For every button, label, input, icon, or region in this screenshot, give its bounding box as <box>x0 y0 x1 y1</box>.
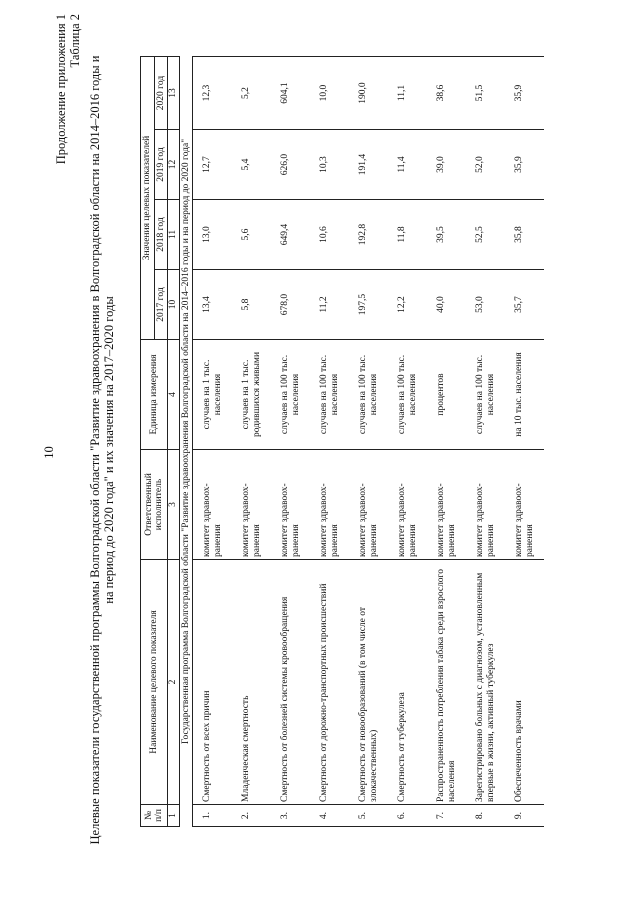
value-2020: 35,9 <box>505 57 544 130</box>
executor-cell: комитет здравоох-ранения <box>505 450 544 560</box>
value-2020: 190,0 <box>349 57 388 130</box>
value-2017: 197,5 <box>349 270 388 340</box>
value-2018: 13,0 <box>193 200 233 270</box>
value-2019: 12,7 <box>193 130 233 200</box>
unit-cell: на 10 тыс. населения <box>505 340 544 450</box>
value-2017: 12,2 <box>388 270 427 340</box>
row-number: 3. <box>271 805 310 827</box>
column-index: 3 <box>168 450 180 560</box>
indicator-name: Смертность от болезней системы кровообращения <box>271 560 310 805</box>
value-2017: 40,0 <box>427 270 466 340</box>
continuation-note: Продолжение приложения 1 <box>54 14 68 165</box>
indicator-name: Распространенность потребления табака среди взрослого населения <box>427 560 466 805</box>
column-index: 11 <box>168 200 180 270</box>
value-2018: 649,4 <box>271 200 310 270</box>
table-row <box>466 57 505 827</box>
row-number: 7. <box>427 805 466 827</box>
table-row <box>271 57 310 827</box>
value-2019: 39,0 <box>427 130 466 200</box>
unit-cell: процентов <box>427 340 466 450</box>
executor-cell: комитет здравоох-ранения <box>232 450 271 560</box>
executor-cell: комитет здравоох-ранения <box>427 450 466 560</box>
row-number: 8. <box>466 805 505 827</box>
indicator-name: Обеспеченность врачами <box>505 560 544 805</box>
value-2018: 10,6 <box>310 200 349 270</box>
year-header: 2018 год <box>154 200 168 270</box>
value-2019: 626,0 <box>271 130 310 200</box>
unit-cell: случаев на 1 тыс. населения <box>193 340 233 450</box>
indicator-name: Смертность от туберкулеза <box>388 560 427 805</box>
column-index: 13 <box>168 57 180 130</box>
page-number: 10 <box>42 446 56 459</box>
col-executor-header: Ответственный исполнитель <box>141 450 168 560</box>
value-2019: 52,0 <box>466 130 505 200</box>
col-name-header: Наименование целевого показателя <box>141 560 168 805</box>
value-2019: 191,4 <box>349 130 388 200</box>
value-2020: 51,5 <box>466 57 505 130</box>
row-number: 1. <box>193 805 233 827</box>
indicator-name: Младенческая смертность <box>232 560 271 805</box>
column-index: 2 <box>168 560 180 805</box>
value-2018: 192,8 <box>349 200 388 270</box>
col-unit-header: Единица измерения <box>141 340 168 450</box>
table-label: Таблица 2 <box>68 14 82 68</box>
value-2018: 35,8 <box>505 200 544 270</box>
year-header: 2019 год <box>154 130 168 200</box>
row-number: 6. <box>388 805 427 827</box>
value-2020: 5,2 <box>232 57 271 130</box>
row-number: 9. <box>505 805 544 827</box>
table-row <box>388 57 427 827</box>
value-2019: 5,4 <box>232 130 271 200</box>
executor-cell: комитет здравоох-ранения <box>388 450 427 560</box>
header-row-1 <box>141 57 155 827</box>
column-index: 12 <box>168 130 180 200</box>
value-2017: 35,7 <box>505 270 544 340</box>
value-2020: 10,0 <box>310 57 349 130</box>
table-row <box>232 57 271 827</box>
document-title: Целевые показатели государственной программы Волгоградской области "Развитие здравоохранения в Волгоградской области на 2014–2016 годы и на период до 2020 года" и их значения на 2017–2020 годы <box>88 55 116 845</box>
value-2019: 10,3 <box>310 130 349 200</box>
value-2017: 678,0 <box>271 270 310 340</box>
indicator-name: Смертность от новообразований (в том числе от злокачественных) <box>349 560 388 805</box>
unit-cell: случаев на 100 тыс. населения <box>271 340 310 450</box>
table-row <box>193 57 233 827</box>
executor-cell: комитет здравоох-ранения <box>271 450 310 560</box>
value-2018: 39,5 <box>427 200 466 270</box>
section-title: Государственная программа Волгоградской области "Развитие здравоохранения Волгоградской области на 2014–2016 годы и на период до 2020 года" <box>179 57 193 827</box>
indicators-table <box>140 56 544 827</box>
column-index: 4 <box>168 340 180 450</box>
value-2020: 604,1 <box>271 57 310 130</box>
value-2018: 52,5 <box>466 200 505 270</box>
indicator-name: Смертность от всех причин <box>193 560 233 805</box>
executor-cell: комитет здравоох-ранения <box>193 450 233 560</box>
unit-cell: случаев на 1 тыс. родившихся живыми <box>232 340 271 450</box>
row-number: 5. <box>349 805 388 827</box>
value-2019: 35,9 <box>505 130 544 200</box>
value-2018: 5,6 <box>232 200 271 270</box>
executor-cell: комитет здравоох-ранения <box>310 450 349 560</box>
unit-cell: случаев на 100 тыс. населения <box>466 340 505 450</box>
executor-cell: комитет здравоох-ранения <box>466 450 505 560</box>
value-2017: 5,8 <box>232 270 271 340</box>
executor-cell: комитет здравоох-ранения <box>349 450 388 560</box>
table-row <box>427 57 466 827</box>
value-2017: 53,0 <box>466 270 505 340</box>
value-2020: 12,3 <box>193 57 233 130</box>
value-2018: 11,8 <box>388 200 427 270</box>
unit-cell: случаев на 100 тыс. населения <box>310 340 349 450</box>
column-index: 1 <box>168 805 180 827</box>
year-header: 2020 год <box>154 57 168 130</box>
column-index: 10 <box>168 270 180 340</box>
table-row <box>349 57 388 827</box>
value-2020: 38,6 <box>427 57 466 130</box>
indicator-name: Смертность от дорожно-транспортных происшествий <box>310 560 349 805</box>
col-num-header: № п/п <box>141 805 168 827</box>
year-header: 2017 год <box>154 270 168 340</box>
row-number: 4. <box>310 805 349 827</box>
unit-cell: случаев на 100 тыс. населения <box>349 340 388 450</box>
unit-cell: случаев на 100 тыс. населения <box>388 340 427 450</box>
row-number: 2. <box>232 805 271 827</box>
section-row <box>179 57 193 827</box>
value-2020: 11,1 <box>388 57 427 130</box>
value-2017: 11,2 <box>310 270 349 340</box>
indicator-name: Зарегистрировано больных с диагнозом, установленным впервые в жизни, активный туберкулез <box>466 560 505 805</box>
table-body <box>193 57 545 827</box>
table-row <box>310 57 349 827</box>
value-2019: 11,4 <box>388 130 427 200</box>
value-2017: 13,4 <box>193 270 233 340</box>
table-row <box>505 57 544 827</box>
values-group-header: Значения целевых показателей <box>141 57 155 340</box>
column-index-row <box>168 57 180 827</box>
